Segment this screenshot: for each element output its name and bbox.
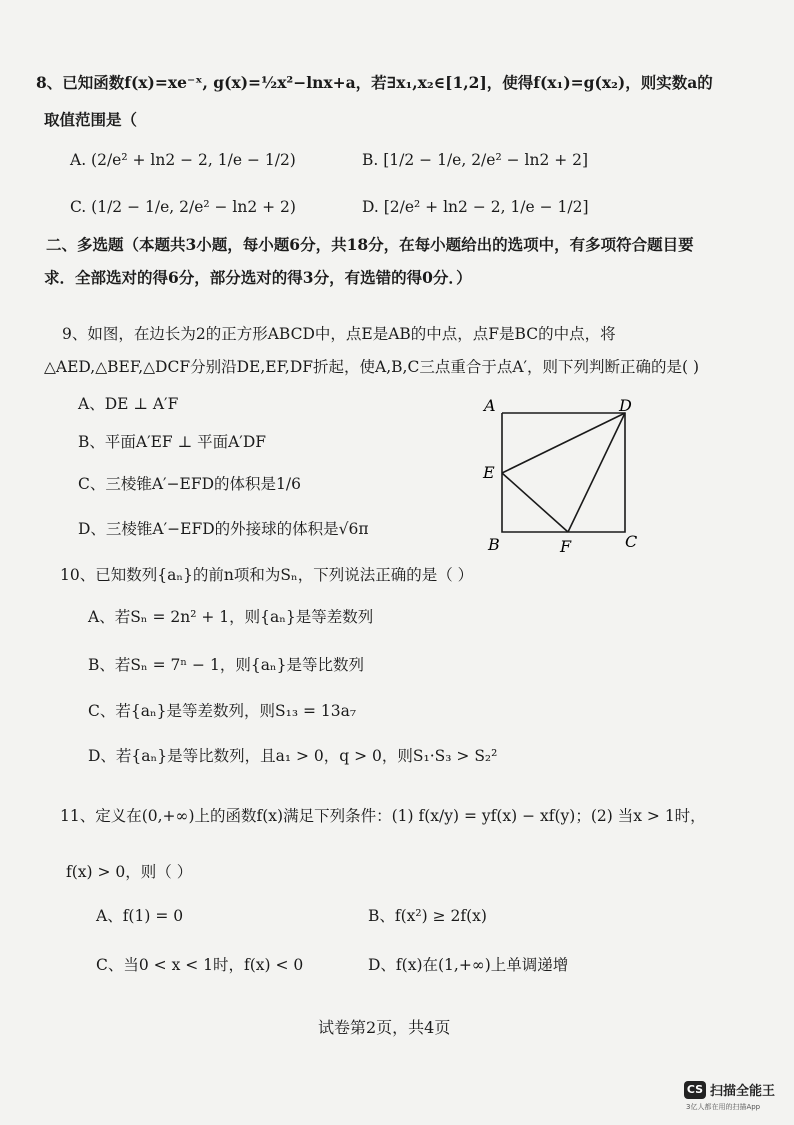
q11-option-c: C、当0 < x < 1时，f(x) < 0: [96, 956, 304, 974]
q8-option-c: C. (1/2 − 1/e, 2/e² − ln2 + 2): [70, 198, 296, 216]
q11-option-a: A、f(1) = 0: [96, 907, 184, 925]
label-b: B: [488, 535, 500, 554]
q9-option-d: D、三棱锥A′−EFD的外接球的体积是√6π: [78, 520, 369, 538]
q10-option-b: B、若Sₙ = 7ⁿ − 1，则{aₙ}是等比数列: [88, 656, 364, 674]
q8-option-d: D. [2/e² + ln2 − 2, 1/e − 1/2]: [362, 198, 589, 216]
q11-option-d: D、f(x)在(1,+∞)上单调递增: [368, 956, 569, 974]
q10-stem: 10、已知数列{aₙ}的前n项和为Sₙ，下列说法正确的是（ ）: [60, 566, 474, 584]
section2-heading-line2: 求．全部选对的得6分，部分选对的得3分，有选错的得0分．）: [44, 268, 472, 287]
label-c: C: [625, 532, 638, 551]
q11-option-b: B、f(x²) ≥ 2f(x): [368, 907, 487, 925]
q9-option-a: A、DE ⊥ A′F: [78, 395, 179, 413]
label-a: A: [484, 396, 496, 415]
q11-stem-line2: f(x) > 0，则（ ）: [66, 863, 193, 881]
page-footer: 试卷第2页，共4页: [318, 1018, 451, 1037]
watermark-name: 扫描全能王: [710, 1084, 776, 1099]
camscanner-logo-icon: CS: [684, 1081, 706, 1099]
square-abcd: [502, 413, 625, 532]
q9-option-b: B、平面A′EF ⊥ 平面A′DF: [78, 433, 266, 451]
q11-stem-line1: 11、定义在(0,+∞)上的函数f(x)满足下列条件：(1) f(x/y) = yf(x) − xf(y)；(2) 当x > 1时，: [60, 807, 706, 825]
segment-df: [568, 413, 625, 532]
q10-option-c: C、若{aₙ}是等差数列，则S₁₃ = 13a₇: [88, 702, 357, 720]
segment-ef: [502, 473, 568, 532]
label-d: D: [619, 396, 632, 415]
section2-heading-line1: 二、多选题（本题共3小题，每小题6分，共18分，在每小题给出的选项中，有多项符合题目要: [46, 235, 694, 254]
q10-option-d: D、若{aₙ}是等比数列，且a₁ > 0，q > 0，则S₁·S₃ > S₂²: [88, 747, 498, 765]
q9-stem-line1: 9、如图，在边长为2的正方形ABCD中，点E是AB的中点，点F是BC的中点，将: [62, 325, 616, 343]
q8-option-b: B. [1/2 − 1/e, 2/e² − ln2 + 2]: [362, 151, 589, 169]
q8-stem-line1: 8、已知函数f(x)=xe⁻ˣ, g(x)=½x²−lnx+a，若∃x₁,x₂∈[1,2]，使得f(x₁)=g(x₂)，则实数a的: [36, 73, 713, 92]
q10-option-a: A、若Sₙ = 2n² + 1，则{aₙ}是等差数列: [88, 608, 374, 626]
q8-stem-line2: 取值范围是（: [44, 110, 138, 129]
watermark-tagline: 3亿人都在用的扫描App: [686, 1103, 761, 1111]
segment-de: [502, 413, 625, 473]
scanner-watermark: [684, 1080, 775, 1099]
label-f: F: [560, 537, 572, 555]
q9-stem-line2: △AED,△BEF,△DCF分别沿DE,EF,DF折起，使A,B,C三点重合于点A′，则下列判断正确的是( ): [44, 358, 700, 376]
q8-option-a: A. (2/e² + ln2 − 2, 1/e − 1/2): [70, 151, 296, 169]
square-fold-diagram: [480, 395, 650, 555]
label-e: E: [483, 463, 495, 482]
q9-option-c: C、三棱锥A′−EFD的体积是1/6: [78, 475, 302, 493]
